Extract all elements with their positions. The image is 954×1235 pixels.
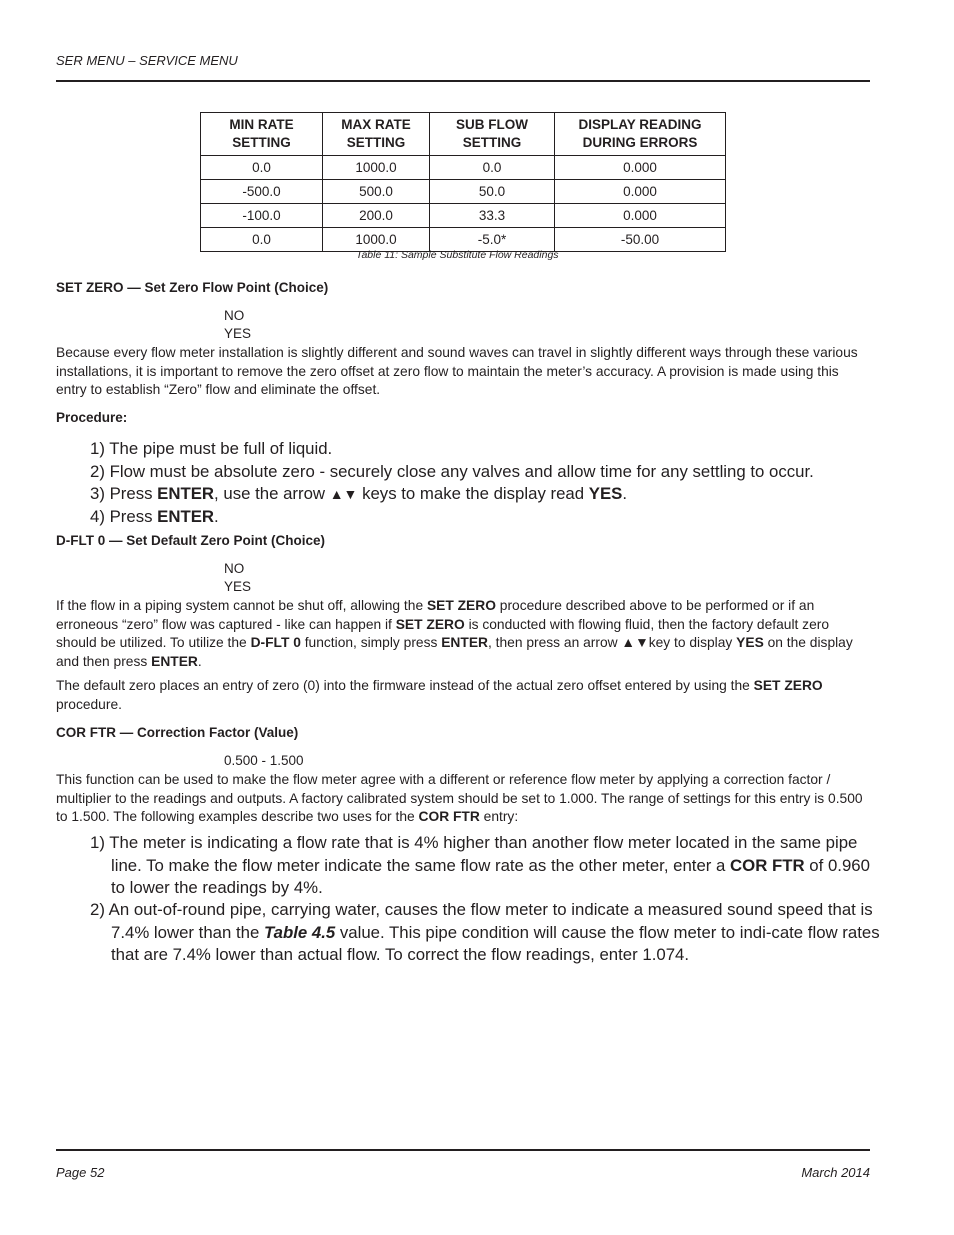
- running-header: SER MENU – SERVICE MENU: [56, 53, 238, 68]
- corftr-example-1: 1) The meter is indicating a flow rate that is 4% higher than another flow meter located in the same pipe line. To make the flow meter indicate the same flow rate as the other meter, enter a COR FTR of 0.960 to lower the readings by 4%.: [90, 833, 870, 897]
- table-cell: 50.0: [430, 180, 555, 204]
- table-cell: -100.0: [201, 204, 323, 228]
- table-cell: 0.000: [555, 156, 726, 180]
- table-cell: 1000.0: [323, 228, 430, 252]
- dflt0-note: The default zero places an entry of zero (0) into the firmware instead of the actual zero offset entered by using the SET ZERO procedure.: [56, 678, 823, 712]
- table-row: [201, 180, 726, 204]
- table-row: [201, 228, 726, 252]
- table-cell: 0.000: [555, 180, 726, 204]
- table-header-cell: SUB FLOW SETTING: [430, 113, 555, 156]
- table-cell: 33.3: [430, 204, 555, 228]
- up-down-arrow-icon: ▲▼: [621, 635, 649, 651]
- publication-date: March 2014: [801, 1165, 870, 1180]
- table-cell: -50.00: [555, 228, 726, 252]
- corftr-range: 0.500 - 1.500: [224, 753, 304, 768]
- procedure-step-4: 4) Press ENTER.: [90, 507, 219, 526]
- dflt0-heading: D-FLT 0 — Set Default Zero Point (Choice): [56, 533, 326, 548]
- table-cell: 200.0: [323, 204, 430, 228]
- table-cell: 500.0: [323, 180, 430, 204]
- table-row: [201, 204, 726, 228]
- table-row: [201, 156, 726, 180]
- table-cell: 0.000: [555, 204, 726, 228]
- set-zero-option-no: NO: [224, 308, 245, 323]
- header-rule: [56, 80, 870, 82]
- procedure-step-3: 3) Press ENTER, use the arrow ▲▼ keys to make the display read YES.: [90, 484, 628, 503]
- table-caption: Table 11: Sample Substitute Flow Readings: [356, 249, 559, 261]
- table-cell: -5.0*: [430, 228, 555, 252]
- table-cell: 0.0: [201, 228, 323, 252]
- set-zero-option-yes: YES: [224, 326, 252, 341]
- table-cell: -500.0: [201, 180, 323, 204]
- dflt0-option-no: NO: [224, 561, 245, 576]
- set-zero-heading: SET ZERO — Set Zero Flow Point (Choice): [56, 280, 329, 295]
- footer-rule: [56, 1149, 870, 1151]
- procedure-label: Procedure:: [56, 410, 128, 425]
- procedure-step-2: 2) Flow must be absolute zero - securely close any valves and allow time for any settling to occur.: [90, 462, 814, 481]
- corftr-heading: COR FTR — Correction Factor (Value): [56, 725, 299, 740]
- table-cell: 0.0: [430, 156, 555, 180]
- table-header-cell: MIN RATE SETTING: [201, 113, 323, 156]
- substitute-flow-table: [200, 112, 726, 252]
- table-cell: 0.0: [201, 156, 323, 180]
- procedure-step-1: 1) The pipe must be full of liquid.: [90, 439, 333, 458]
- page-number: Page 52: [56, 1165, 105, 1180]
- table-header-cell: DISPLAY READING DURING ERRORS: [555, 113, 726, 156]
- dflt0-description: If the flow in a piping system cannot be shut off, allowing the SET ZERO procedure described above to be performed or if an erroneous “zero” flow was captured - like can happen if SET ZERO is conducted with flowing fluid, then the factory default zero should be utilized. To utilize the D-FLT 0 function, simply press ENTER, then press an arrow ▲▼key to display YES on the display and then press ENTER.: [56, 598, 853, 670]
- corftr-description: This function can be used to make the flow meter agree with a different or reference flow meter by applying a correction factor / multiplier to the readings and outputs. A factory calibrated system should be set to 1.000. The range of settings for this entry is 0.500 to 1.500. The following examples describe two uses for the COR FTR entry:: [56, 772, 863, 825]
- set-zero-description: Because every flow meter installation is slightly different and sound waves can travel in slightly different ways through these various installations, it is important to remove the zero offset at zero flow to maintain the meter’s accuracy. A provision is made using this entry to establish “Zero” flow and eliminate the offset.: [56, 345, 858, 398]
- table-header-row: [201, 113, 726, 156]
- up-down-arrow-icon: ▲▼: [329, 486, 358, 502]
- table-header-cell: MAX RATE SETTING: [323, 113, 430, 156]
- dflt0-option-yes: YES: [224, 579, 252, 594]
- table-cell: 1000.0: [323, 156, 430, 180]
- corftr-example-2: 2) An out-of-round pipe, carrying water, causes the flow meter to indicate a measured sound speed that is 7.4% lower than the Table 4.5 value. This pipe condition will cause the flow meter to indi-cate flow rates that are 7.4% lower than actual flow. To correct the flow readings, enter 1.074.: [90, 900, 880, 964]
